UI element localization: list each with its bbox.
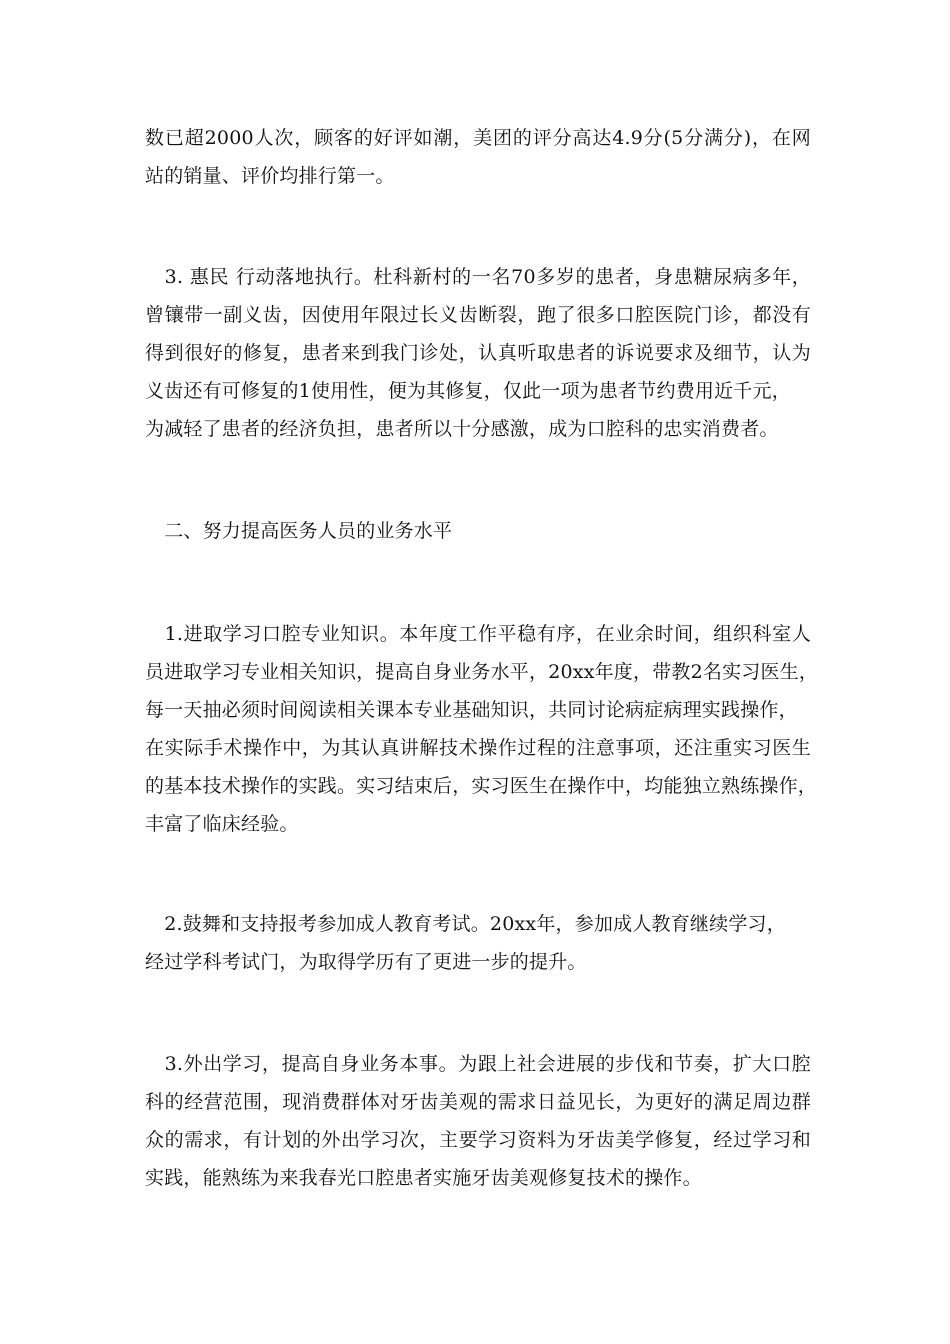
text-line: 2.鼓舞和支持报考参加成人教育考试。20xx年，参加成人教育继续学习，	[145, 913, 786, 935]
text-line: 实践，能熟练为来我春光口腔患者实施牙齿美观修复技术的操作。	[145, 1167, 702, 1189]
paragraph-adult-education	[145, 905, 811, 981]
text-line: 义齿还有可修复的1使用性，便为其修复，仅此一项为患者节约费用近千元，	[145, 380, 791, 402]
text-line: 丰富了临床经验。	[145, 813, 299, 835]
text-line: 每一天抽必须时间阅读相关课本专业基础知识，共同讨论病症病理实践操作，	[145, 699, 798, 721]
text-line: 3. 惠民 行动落地执行。杜科新村的一名70多岁的患者，身患糖尿病多年，	[145, 266, 811, 288]
section-heading	[145, 512, 811, 550]
text-line: 数已超2000人次，顾客的好评如潮，美团的评分高达4.9分(5分满分)，在网	[145, 127, 811, 149]
text-line: 1.进取学习口腔专业知识。本年度工作平稳有序，在业余时间，组织科室人	[145, 623, 811, 645]
text-line: 科的经营范围，现消费群体对牙齿美观的需求日益见长，为更好的满足周边群	[145, 1091, 811, 1113]
text-line: 3.外出学习，提高自身业务本事。为跟上社会进展的步伐和节奏，扩大口腔	[145, 1053, 811, 1075]
section-heading-text: 二、努力提高医务人员的业务水平	[145, 520, 453, 542]
text-line: 在实际手术操作中，为其认真讲解技术操作过程的注意事项，还注重实习医生	[145, 737, 811, 759]
text-line: 曾镶带一副义齿，因使用年限过长义齿断裂，跑了很多口腔医院门诊，都没有	[145, 304, 811, 326]
text-line: 得到很好的修复，患者来到我门诊处，认真听取患者的诉说要求及细节，认为	[145, 342, 811, 364]
paragraph-external-study	[145, 1045, 811, 1197]
text-line: 为减轻了患者的经济负担，患者所以十分感激，成为口腔科的忠实消费者。	[145, 418, 779, 440]
paragraph-study-knowledge	[145, 615, 819, 843]
text-line: 经过学科考试门，为取得学历有了更进一步的提升。	[145, 951, 587, 973]
paragraph-benefit-action	[145, 258, 811, 448]
text-line: 众的需求，有计划的外出学习次，主要学习资料为牙齿美学修复，经过学习和	[145, 1129, 811, 1151]
paragraph-ratings	[145, 119, 811, 195]
text-line: 的基本技术操作的实践。实习结束后，实习医生在操作中，均能独立熟练操作，	[145, 775, 818, 797]
text-line: 员进取学习专业相关知识，提高自身业务水平，20xx年度，带教2名实习医生，	[145, 661, 819, 683]
text-line: 站的销量、评价均排行第一。	[145, 165, 395, 187]
